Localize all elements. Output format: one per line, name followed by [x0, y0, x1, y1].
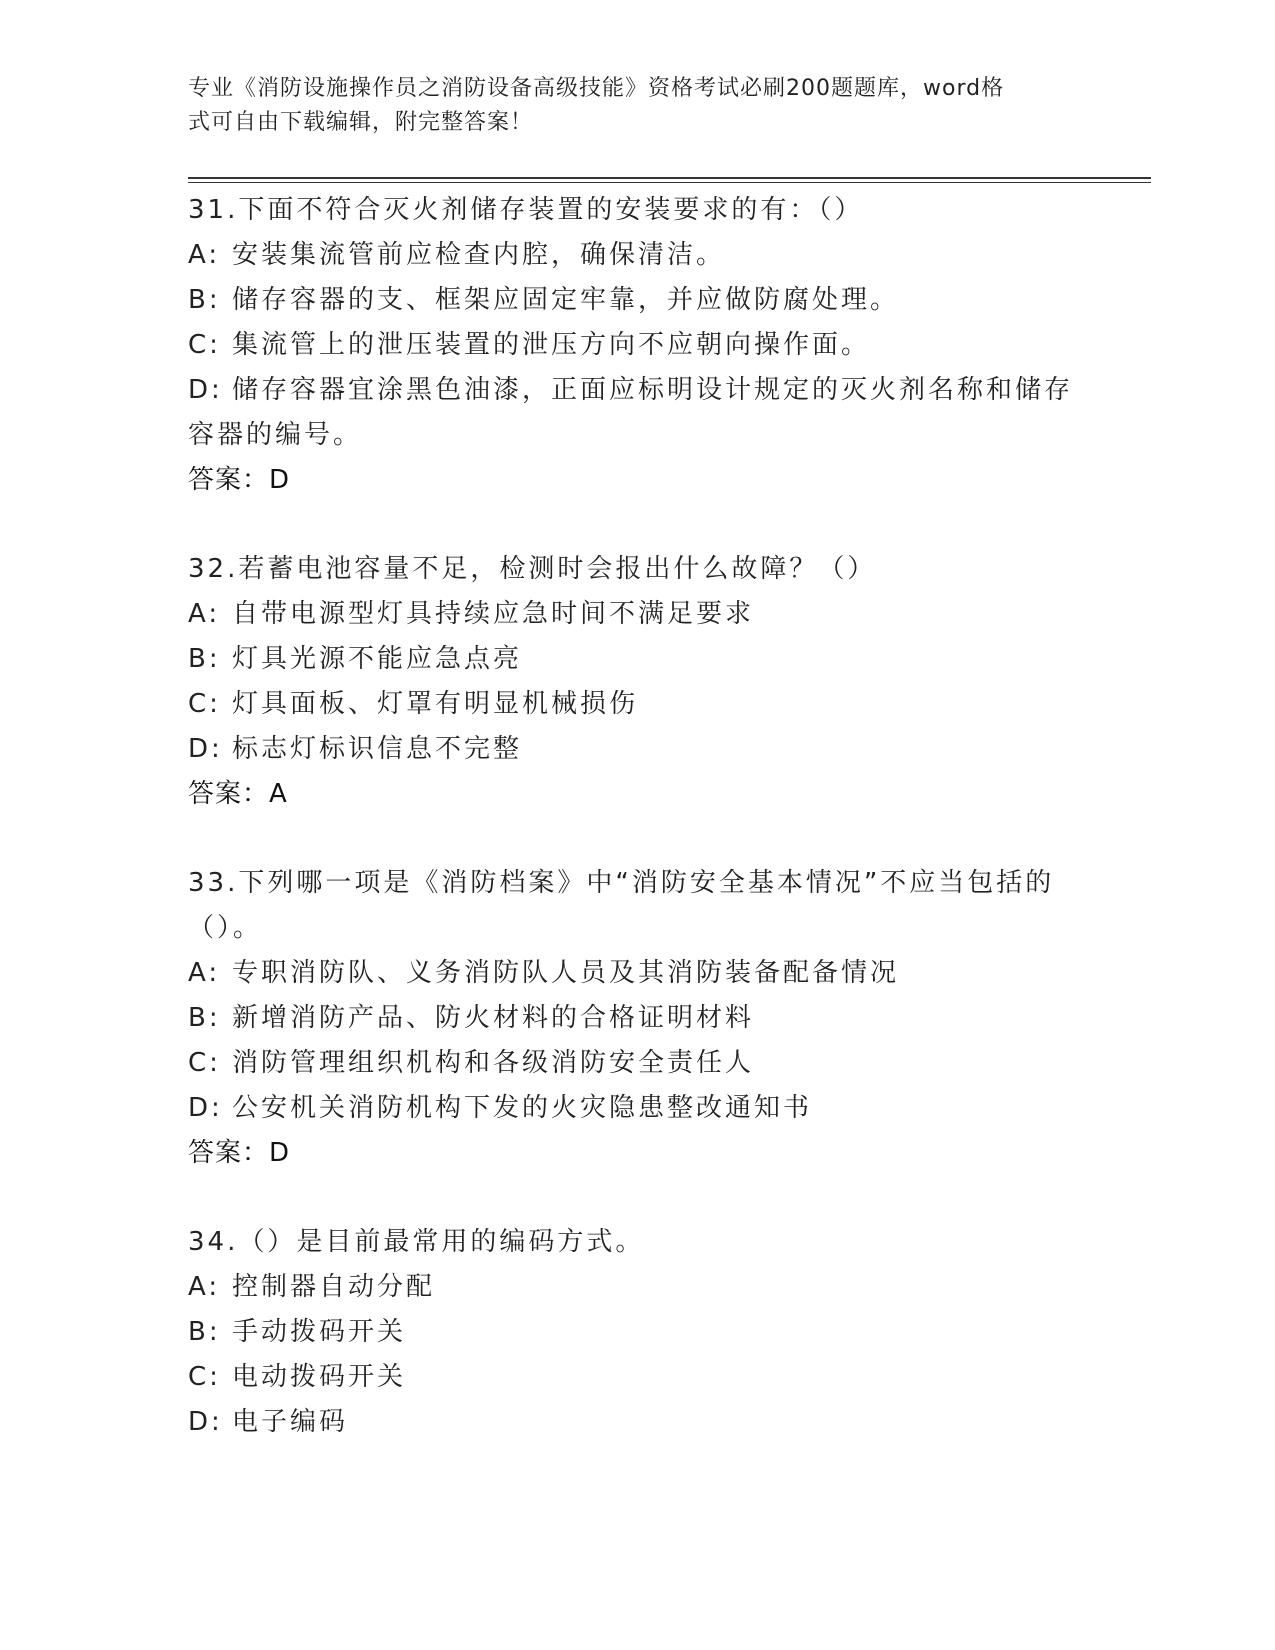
answer: 答案：D	[188, 1138, 291, 1168]
option-label: D:	[188, 1093, 223, 1123]
question-stem: 33.下列哪一项是《消防档案》中“消防安全基本情况”不应当包括的（）。	[188, 868, 1055, 943]
option-text: 专职消防队、义务消防队人员及其消防装备配备情况	[232, 958, 900, 988]
option-d	[188, 1400, 1088, 1445]
option-b	[188, 637, 1088, 682]
option-b	[188, 278, 1088, 323]
option-label: A:	[188, 599, 221, 629]
question-31	[188, 188, 1088, 503]
option-text: 消防管理组织机构和各级消防安全责任人	[232, 1048, 755, 1078]
option-d	[188, 727, 1088, 772]
option-label: A:	[188, 1272, 221, 1302]
option-c	[188, 323, 1088, 368]
question-stem: 32.若蓄电池容量不足，检测时会报出什么故障？（）	[188, 554, 877, 584]
option-label: C:	[188, 689, 221, 719]
option-c	[188, 682, 1088, 727]
option-text: 集流管上的泄压装置的泄压方向不应朝向操作面。	[232, 330, 871, 360]
option-text: 灯具面板、灯罩有明显机械损伤	[232, 689, 639, 719]
question-34	[188, 1220, 1088, 1445]
option-label: C:	[188, 1048, 221, 1078]
option-label: D:	[188, 375, 223, 405]
option-text: 手动拨码开关	[232, 1317, 407, 1347]
option-label: B:	[188, 1003, 221, 1033]
option-text: 储存容器的支、框架应固定牢靠，并应做防腐处理。	[232, 285, 900, 315]
answer: 答案：D	[188, 465, 291, 495]
option-b	[188, 996, 1088, 1041]
answer: 答案：A	[188, 779, 288, 809]
question-32	[188, 547, 1088, 817]
document-header	[188, 72, 1068, 140]
header-divider-thin	[188, 182, 1151, 183]
option-text: 新增消防产品、防火材料的合格证明材料	[232, 1003, 755, 1033]
option-text: 电动拨码开关	[232, 1362, 407, 1392]
option-text: 公安机关消防机构下发的火灾隐患整改通知书	[232, 1093, 813, 1123]
option-a	[188, 592, 1088, 637]
option-label: B:	[188, 285, 221, 315]
option-d	[188, 368, 1088, 458]
option-label: C:	[188, 330, 221, 360]
option-label: A:	[188, 240, 221, 270]
option-label: D:	[188, 1407, 223, 1437]
option-text: 控制器自动分配	[232, 1272, 436, 1302]
option-text: 自带电源型灯具持续应急时间不满足要求	[232, 599, 755, 629]
header-divider-thick	[188, 177, 1151, 179]
question-list	[188, 188, 1088, 1489]
option-text: 标志灯标识信息不完整	[232, 734, 523, 764]
option-c	[188, 1355, 1088, 1400]
option-text: 储存容器宜涂黑色油漆，正面应标明设计规定的灭火剂名称和储存容器的编号。	[188, 375, 1074, 450]
header-line-1: 专业《消防设施操作员之消防设备高级技能》资格考试必刷200题题库，word格	[188, 76, 1005, 101]
option-text: 电子编码	[232, 1407, 349, 1437]
option-label: C:	[188, 1362, 221, 1392]
option-text: 灯具光源不能应急点亮	[232, 644, 523, 674]
option-label: A:	[188, 958, 221, 988]
option-text: 安装集流管前应检查内腔，确保清洁。	[232, 240, 726, 270]
option-c	[188, 1041, 1088, 1086]
header-line-2: 式可自由下载编辑，附完整答案！	[188, 110, 534, 135]
option-d	[188, 1086, 1088, 1131]
option-a	[188, 951, 1088, 996]
option-label: D:	[188, 734, 223, 764]
question-stem: 34.（）是目前最常用的编码方式。	[188, 1227, 645, 1257]
option-b	[188, 1310, 1088, 1355]
question-33	[188, 861, 1088, 1176]
question-stem: 31.下面不符合灭火剂储存装置的安装要求的有：（）	[188, 195, 864, 225]
option-label: B:	[188, 644, 221, 674]
option-a	[188, 233, 1088, 278]
option-label: B:	[188, 1317, 221, 1347]
option-a	[188, 1265, 1088, 1310]
